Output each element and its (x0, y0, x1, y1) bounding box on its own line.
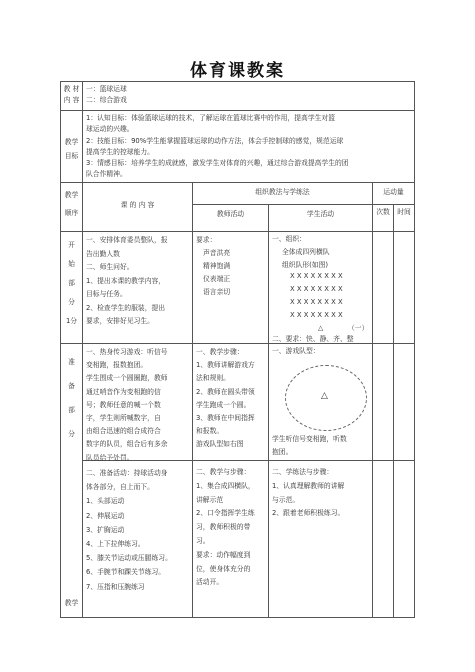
header-lesson-content: 课 的 内 容 (120, 201, 155, 209)
header-methods: 组织教法与学练法 (255, 188, 310, 196)
row-divider (60, 182, 415, 183)
header-order: 教学 顺序 (64, 191, 79, 217)
section1-label: 开 始 部 分 1分 (65, 241, 78, 325)
header-load: 运动量 (383, 188, 404, 196)
section2-content: 一、热身传习游戏：听信号 变相跑，报数抱团。 学生围成一个圆圈跑，教师 通过哨音作为变相跑的信 号；教师任意的喊一个数 字，学生则所喊数字，自 由组合迅速的组合成符合 数字的队员，组合后有多余 队员给予处罚。 (86, 348, 168, 462)
times-duration-divider (393, 204, 394, 617)
header-teacher: 教师活动 (216, 210, 245, 218)
circle-center-mark: △ (321, 391, 328, 401)
header-student: 学生活动 (306, 210, 335, 218)
section2-student-title: 一、游戏队型： (272, 347, 320, 355)
formation-row: XXXXXXXX (290, 298, 345, 306)
section3-student: 二、学练法与步骤： 1、认真理解教师的讲解 与示范。 2、跟着老师积极练习。 (272, 468, 345, 518)
formation-row: XXXXXXXX (290, 285, 345, 293)
section1-student-diagram: 组织队形(如图) (282, 261, 329, 269)
section2-student-note: 学生听信号变相跑，听数 抱团。 (272, 435, 347, 456)
section1-student-title: 一、组织： (272, 235, 306, 243)
methods-column-divider (192, 182, 193, 617)
content-label: 教 材 内 容 (63, 85, 80, 104)
header-duration: 时间 (397, 208, 411, 216)
content-value: 一：篮球运球 二：综合游戏 (86, 85, 127, 104)
row-divider (60, 343, 415, 344)
load-column-divider (372, 182, 373, 617)
section2-teacher: 一、教学步骤： 1、教师讲解游戏方 法和规则。 2、教师在圆头带领 学生跑成一个圆。 3、教师在中间指挥 和报数。 游戏队型如右图 (196, 348, 255, 449)
table-border-right (414, 81, 415, 617)
formation-row: XXXXXXXX (290, 311, 345, 319)
section3-content: 二、准备活动：持球活动身 体各部分，自上而下。 1、头部运动 2、伸展运动 3、扩胸运动 4、上下拉伸练习。 5、膝关节运动或压腿练习。 6、手腕节和踝关节练习。 7、压指和压腕练习 (86, 469, 172, 591)
section1-teacher: 要求： 声音洪亮 精神饱满 仪表端正 语言亲切 (196, 236, 231, 296)
goal-label: 教学 目标 (64, 138, 79, 160)
teacher-position-mark: △ (318, 324, 324, 332)
section3-teacher: 二、教学与步骤： 1、集合成四横队， 讲解示范 2、口令指挥学生练 习，教师积极的带 习。 要求：动作幅度到 位，使身体充分的 活动开。 (196, 468, 255, 587)
header-times: 次数 (376, 208, 390, 216)
section3-bottom-label: 教学 (64, 599, 79, 607)
section1-content: 一、安排体育委员整队，报 告出勤人数 二、师生问好。 1、提出本课的教学内容， 目标与任务。 2、检查学生的服装，提出 要求，安排好见习生。 (86, 236, 168, 325)
teacher-student-divider (268, 204, 269, 617)
label-column-divider (82, 81, 83, 617)
section1-student-req: 二、要求：快、静、齐、整 (272, 335, 354, 343)
page-title: 体育课教案 (190, 61, 285, 81)
section2-label: 准 备 部 分 (68, 358, 75, 438)
row-divider (60, 231, 415, 232)
formation-row: XXXXXXXX (290, 272, 345, 280)
row-divider (60, 110, 415, 111)
goal-text: 1：认知目标：体验篮球运球的技术，了解运球在篮球比赛中的作用，提高学生对篮 球运动的兴趣。 2：技能目标：90%学生能掌握篮球运球的动作方法，体会手控制球的感觉，规范运球 提高学生的控球能力。 3：情感目标：培养学生的成就感，激发学生对体育的兴趣，通过综合游戏提高学生的团 队合作精神。 (86, 114, 349, 179)
section1-student-sub: 全体成四列横队 (282, 248, 330, 256)
table-border-bottom (60, 617, 415, 618)
header-subdivider (192, 204, 415, 205)
formation-note: （一） (348, 324, 369, 332)
table-border-top (60, 81, 415, 82)
